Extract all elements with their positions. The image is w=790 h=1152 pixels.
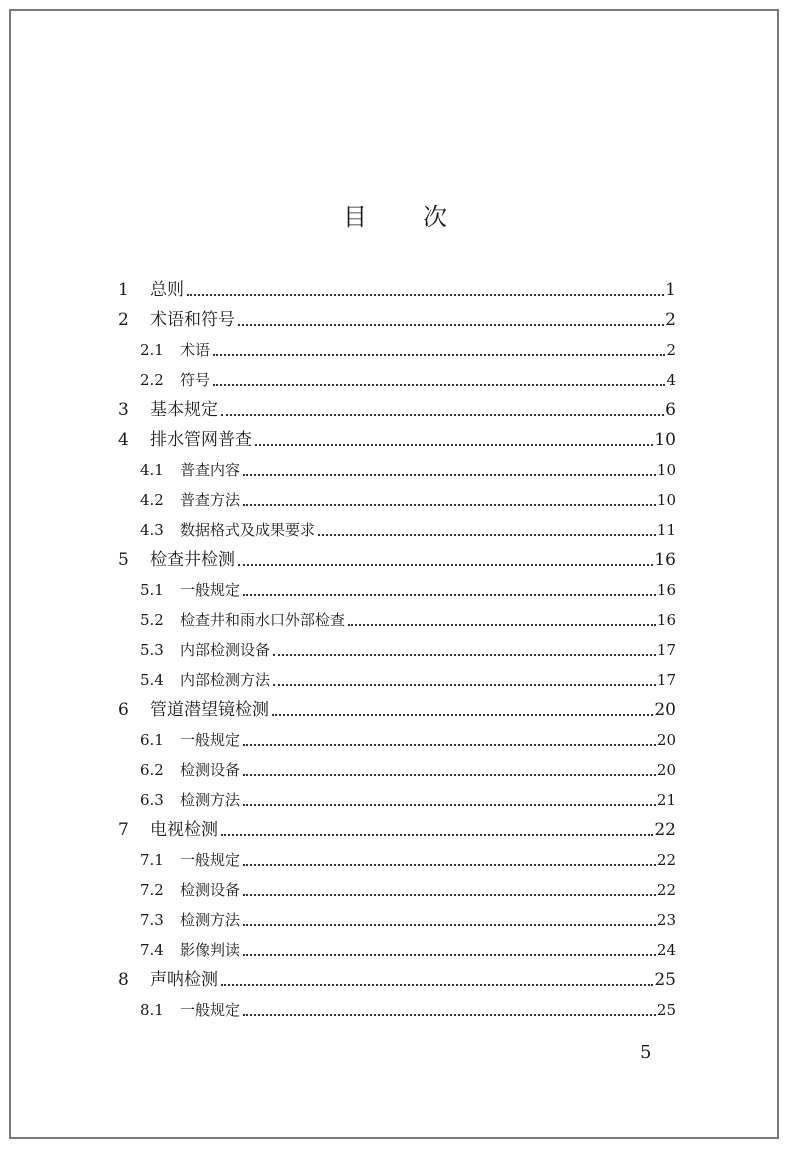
toc-entry[interactable] [118, 305, 676, 335]
toc-entry[interactable] [118, 545, 676, 575]
toc-entry[interactable] [140, 575, 676, 605]
toc-entry-page: 16 [654, 550, 676, 570]
toc-entry-page: 11 [656, 521, 676, 539]
toc-entry-number: 4.1 [140, 461, 164, 479]
toc-leader-dots [243, 804, 656, 806]
toc-leader-dots [243, 504, 656, 506]
toc-entry-page: 22 [654, 820, 676, 840]
toc-entry-title: 管道潜望镜检测 [150, 700, 269, 720]
toc-entry-page: 10 [654, 430, 676, 450]
toc-entry-title: 普查内容 [180, 461, 241, 479]
toc-entry-title: 内部检测方法 [180, 671, 271, 689]
toc-entry-title: 总则 [150, 280, 184, 300]
toc-entry-page: 2 [665, 310, 676, 330]
toc-leader-dots [273, 654, 656, 656]
toc-entry-number: 2.2 [140, 371, 164, 389]
toc-entry[interactable] [118, 695, 676, 725]
toc-entry-number: 8 [118, 970, 129, 990]
toc-entry-number: 5.3 [140, 641, 164, 659]
toc-entry-number: 2 [118, 310, 129, 330]
toc-entry[interactable] [140, 665, 676, 695]
toc-entry-number: 7.2 [140, 881, 164, 899]
toc-entry-page: 4 [666, 371, 676, 389]
toc-entry-number: 6.1 [140, 731, 164, 749]
toc-entry-page: 16 [656, 581, 676, 599]
toc-entry[interactable] [118, 965, 676, 995]
toc-entry-title: 数据格式及成果要求 [180, 521, 316, 539]
toc-entry-number: 2.1 [140, 341, 164, 359]
toc-entry-page: 23 [656, 911, 676, 929]
toc-entry[interactable] [118, 395, 676, 425]
toc-entry-title: 术语 [180, 341, 211, 359]
toc-entry-page: 17 [656, 641, 676, 659]
toc-entry[interactable] [140, 905, 676, 935]
page-number: 5 [640, 1042, 652, 1063]
toc-leader-dots [243, 474, 656, 476]
toc-entry-number: 4.2 [140, 491, 164, 509]
toc-leader-dots [243, 774, 656, 776]
toc-entry-page: 22 [656, 881, 676, 899]
toc-entry-page: 10 [656, 461, 676, 479]
toc-entry[interactable] [118, 815, 676, 845]
toc-entry-number: 4 [118, 430, 129, 450]
toc-entry-title: 内部检测设备 [180, 641, 271, 659]
toc-entry[interactable] [118, 425, 676, 455]
toc-leader-dots [243, 924, 656, 926]
toc-entry-number: 8.1 [140, 1001, 164, 1019]
toc-leader-dots [318, 534, 656, 536]
toc-entry-title: 基本规定 [150, 400, 218, 420]
toc-leader-dots [221, 984, 653, 986]
toc-leader-dots [243, 1014, 656, 1016]
toc-entry-number: 7 [118, 820, 129, 840]
toc-entry-title: 影像判读 [180, 941, 241, 959]
toc-entry-page: 17 [656, 671, 676, 689]
toc-entry-page: 24 [656, 941, 676, 959]
toc-entry-page: 16 [656, 611, 676, 629]
toc-leader-dots [213, 384, 665, 386]
toc-entry-title: 检测方法 [180, 791, 241, 809]
toc-entry-page: 21 [656, 791, 676, 809]
toc-entry[interactable] [140, 785, 676, 815]
toc-entry-number: 5.4 [140, 671, 164, 689]
title-char-1: 目 [343, 203, 367, 231]
toc-entry-number: 6.3 [140, 791, 164, 809]
toc-entry[interactable] [140, 485, 676, 515]
toc-leader-dots [221, 834, 653, 836]
toc-entry[interactable] [140, 365, 676, 395]
toc-entry-title: 检测设备 [180, 881, 241, 899]
toc-entry-number: 6 [118, 700, 129, 720]
toc-entry-page: 6 [665, 400, 676, 420]
toc-entry-number: 5 [118, 550, 129, 570]
toc-entry-title: 一般规定 [180, 731, 241, 749]
toc-entry-number: 7.3 [140, 911, 164, 929]
toc-leader-dots [243, 864, 656, 866]
toc-entry-number: 7.4 [140, 941, 164, 959]
toc-entry-title: 普查方法 [180, 491, 241, 509]
toc-entry-number: 4.3 [140, 521, 164, 539]
page-title [0, 197, 790, 237]
toc-leader-dots [348, 624, 656, 626]
toc-leader-dots [238, 324, 664, 326]
toc-entry[interactable] [140, 725, 676, 755]
toc-entry[interactable] [118, 275, 676, 305]
toc-leader-dots [243, 954, 656, 956]
toc-entry[interactable] [140, 875, 676, 905]
toc-entry-number: 1 [118, 280, 129, 300]
toc-entry-title: 检查井和雨水口外部检查 [180, 611, 346, 629]
toc-entry-title: 检测设备 [180, 761, 241, 779]
toc-leader-dots [243, 594, 656, 596]
toc-entry-title: 排水管网普查 [150, 430, 252, 450]
toc-entry-page: 20 [654, 700, 676, 720]
toc-entry-title: 一般规定 [180, 581, 241, 599]
title-char-2: 次 [423, 203, 447, 231]
toc-entry[interactable] [140, 335, 676, 365]
toc-entry[interactable] [140, 605, 676, 635]
toc-entry-title: 符号 [180, 371, 211, 389]
toc-entry-number: 5.1 [140, 581, 164, 599]
toc-entry-title: 一般规定 [180, 851, 241, 869]
toc-leader-dots [272, 714, 653, 716]
toc-leader-dots [187, 294, 664, 296]
toc-entry-title: 声呐检测 [150, 970, 218, 990]
toc-entry-number: 6.2 [140, 761, 164, 779]
toc-leader-dots [255, 444, 653, 446]
toc-entry-page: 2 [666, 341, 676, 359]
toc-entry-title: 一般规定 [180, 1001, 241, 1019]
toc-entry-page: 25 [656, 1001, 676, 1019]
toc-entry-page: 25 [654, 970, 676, 990]
toc-entry[interactable] [140, 455, 676, 485]
toc-entry-page: 22 [656, 851, 676, 869]
toc-entry[interactable] [140, 845, 676, 875]
toc-entry-title: 术语和符号 [150, 310, 235, 330]
toc-entry[interactable] [140, 515, 676, 545]
toc-entry[interactable] [140, 755, 676, 785]
toc-leader-dots [213, 354, 665, 356]
toc-entry-page: 20 [656, 731, 676, 749]
toc-entry-page: 10 [656, 491, 676, 509]
toc-entry-title: 电视检测 [150, 820, 218, 840]
toc-entry-page: 1 [665, 280, 676, 300]
toc-leader-dots [238, 564, 653, 566]
toc-leader-dots [243, 744, 656, 746]
toc-entry-title: 检查井检测 [150, 550, 235, 570]
toc-leader-dots [243, 894, 656, 896]
toc-leader-dots [221, 414, 664, 416]
toc-entry-number: 3 [118, 400, 129, 420]
toc-entry-title: 检测方法 [180, 911, 241, 929]
toc-entry[interactable] [140, 635, 676, 665]
toc-entry[interactable] [140, 935, 676, 965]
toc-entry[interactable] [140, 995, 676, 1025]
toc-entry-page: 20 [656, 761, 676, 779]
toc-leader-dots [273, 684, 656, 686]
toc-entry-number: 5.2 [140, 611, 164, 629]
toc-entry-number: 7.1 [140, 851, 164, 869]
